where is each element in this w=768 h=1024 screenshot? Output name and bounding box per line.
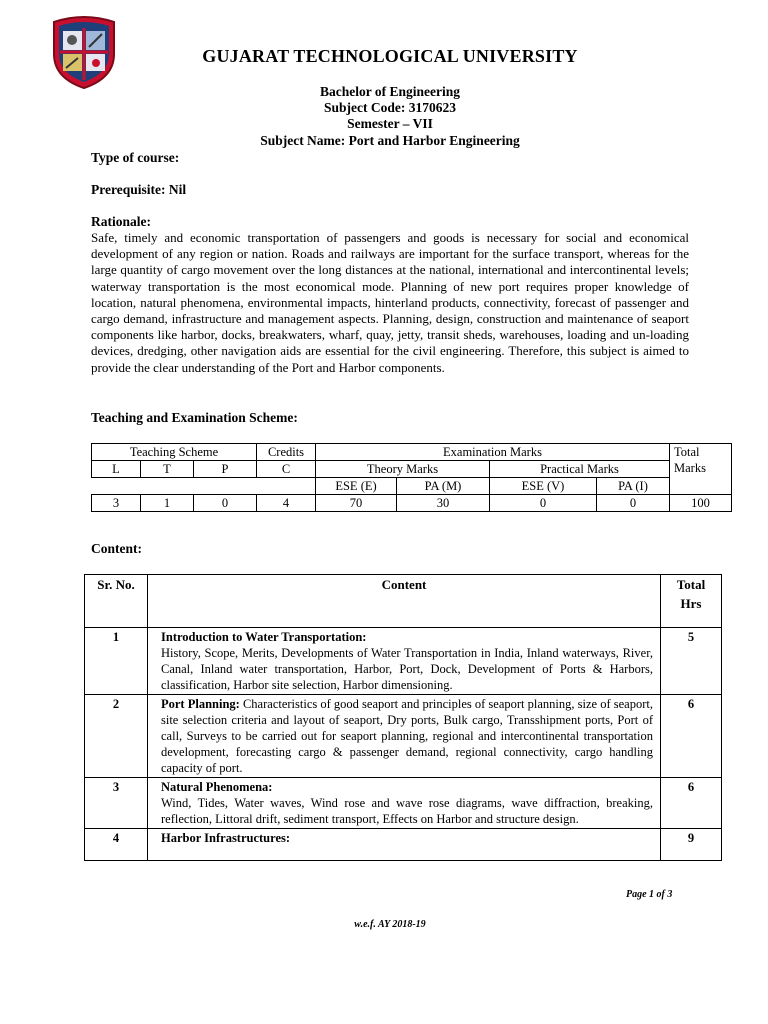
ese-e-header: ESE (E) — [316, 478, 397, 495]
topic-body: Characteristics of good seaport and principles of seaport planning, size of seaport, site selection criteria and layout of seaport, Dry ports, Bulk cargo, Transshipment ports, Port of call, Surveys to be carried out for seaport planning, regional and intercontinental transportation development, forecasting cargo & passenger demand, regional connectivity, cargo handling capacity of port. — [161, 697, 653, 775]
prerequisite: Prerequisite: Nil — [91, 182, 187, 197]
table-row — [85, 628, 722, 695]
wef-note: w.e.f. AY 2018-19 — [354, 919, 426, 930]
semester: Semester – VII — [347, 116, 433, 131]
sr-no: 1 — [85, 628, 148, 695]
l-header: L — [92, 461, 141, 478]
total-hrs-header — [661, 575, 722, 628]
theory-marks-header: Theory Marks — [316, 461, 490, 478]
pa-i-header: PA (I) — [597, 478, 670, 495]
total-label: Total — [676, 577, 706, 592]
sr-no: 3 — [85, 778, 148, 829]
teaching-scheme-header: Teaching Scheme — [92, 444, 257, 461]
content-table — [84, 574, 722, 861]
marks-header: Marks — [670, 461, 732, 495]
table-row — [92, 495, 732, 512]
topic-title: Port Planning: — [161, 697, 240, 711]
content-header: Content — [148, 575, 661, 628]
page-of: of — [656, 889, 665, 900]
type-of-course: Type of course: — [91, 150, 180, 165]
p-header: P — [194, 461, 257, 478]
t-value: 1 — [141, 495, 194, 512]
topic-body: History, Scope, Merits, Developments of Water Transportation in India, Inland waterways, River, Canal, Inland water transportation, Harbor, Port, Dock, Development of Ports & Harbors, classification, Harbor site selection, Harbor dimensioning. — [161, 646, 653, 692]
hours: 6 — [661, 695, 722, 778]
exam-marks-header: Examination Marks — [316, 444, 670, 461]
scheme-heading: Teaching and Examination Scheme: — [91, 410, 298, 425]
ese-v-header: ESE (V) — [490, 478, 597, 495]
page-total: 3 — [667, 889, 673, 900]
page-label: Page — [626, 889, 647, 900]
sr-no: 4 — [85, 829, 148, 861]
pa-i-value: 0 — [597, 495, 670, 512]
ese-e-value: 70 — [316, 495, 397, 512]
university-title: GUJARAT TECHNOLOGICAL UNIVERSITY — [202, 46, 578, 66]
table-row — [92, 478, 732, 495]
pa-m-header: PA (M) — [397, 478, 490, 495]
total-header: Total — [670, 444, 732, 461]
pa-m-value: 30 — [397, 495, 490, 512]
hours: 9 — [661, 829, 722, 861]
topic-title: Introduction to Water Transportation: — [161, 630, 367, 644]
subject-code: Subject Code: 3170623 — [324, 100, 456, 115]
total-value: 100 — [670, 495, 732, 512]
ese-v-value: 0 — [490, 495, 597, 512]
topic-body: Wind, Tides, Water waves, Wind rose and wave rose diagrams, wave diffraction, breaking, reflection, Littoral drift, sediment transport, Effects on Harbor and structure design. — [161, 796, 653, 826]
table-row — [92, 444, 732, 461]
blank-cell — [92, 478, 316, 495]
content-cell — [148, 778, 661, 829]
topic-title: Harbor Infrastructures: — [161, 831, 291, 845]
subject-name: Subject Name: Port and Harbor Engineering — [260, 133, 520, 148]
content-cell — [148, 829, 661, 861]
sr-no: 2 — [85, 695, 148, 778]
content-cell — [148, 628, 661, 695]
page-number — [626, 889, 672, 900]
table-row — [85, 778, 722, 829]
credits-header: Credits — [257, 444, 316, 461]
topic-title: Natural Phenomena: — [161, 780, 273, 794]
c-value: 4 — [257, 495, 316, 512]
hrs-label: Hrs — [680, 596, 702, 611]
practical-marks-header: Practical Marks — [490, 461, 670, 478]
hours: 6 — [661, 778, 722, 829]
content-heading: Content: — [91, 541, 142, 556]
t-header: T — [141, 461, 194, 478]
page-current: 1 — [649, 889, 655, 900]
table-row — [85, 695, 722, 778]
l-value: 3 — [92, 495, 141, 512]
content-cell — [148, 695, 661, 778]
table-row — [92, 461, 732, 478]
table-row — [85, 575, 722, 628]
rationale-text: Safe, timely and economic transportation of passengers and goods is necessary for social and economical development of any region or nation. Roads and railways are important for the surface transport, whereas for the large quantity of cargo movement over the long distances at the national, international and intercontinental levels; waterway transportation is the most economical mode. Planning of new port requires proper knowledge of location, natural phenomena, environmental impacts, hinterland products, connectivity, forecast of passenger and cargo demand, infrastructure and management aspects. Planning, design, construction and maintenance of seaport components like harbor, docks, breakwaters, wharf, quay, jetty, transit sheds, warehouses, loading and un-loading devices, dredging, other navigation aids are essential for the civil engineering. Therefore, this subject is aimed to provide the clear understanding of the Port and Harbor components. — [91, 230, 689, 375]
program-name: Bachelor of Engineering — [320, 84, 460, 99]
teaching-exam-scheme-table — [91, 443, 732, 512]
hours: 5 — [661, 628, 722, 695]
table-row — [85, 829, 722, 861]
sr-no-header: Sr. No. — [85, 575, 148, 628]
rationale-heading: Rationale: — [91, 214, 151, 229]
c-header: C — [257, 461, 316, 478]
p-value: 0 — [194, 495, 257, 512]
